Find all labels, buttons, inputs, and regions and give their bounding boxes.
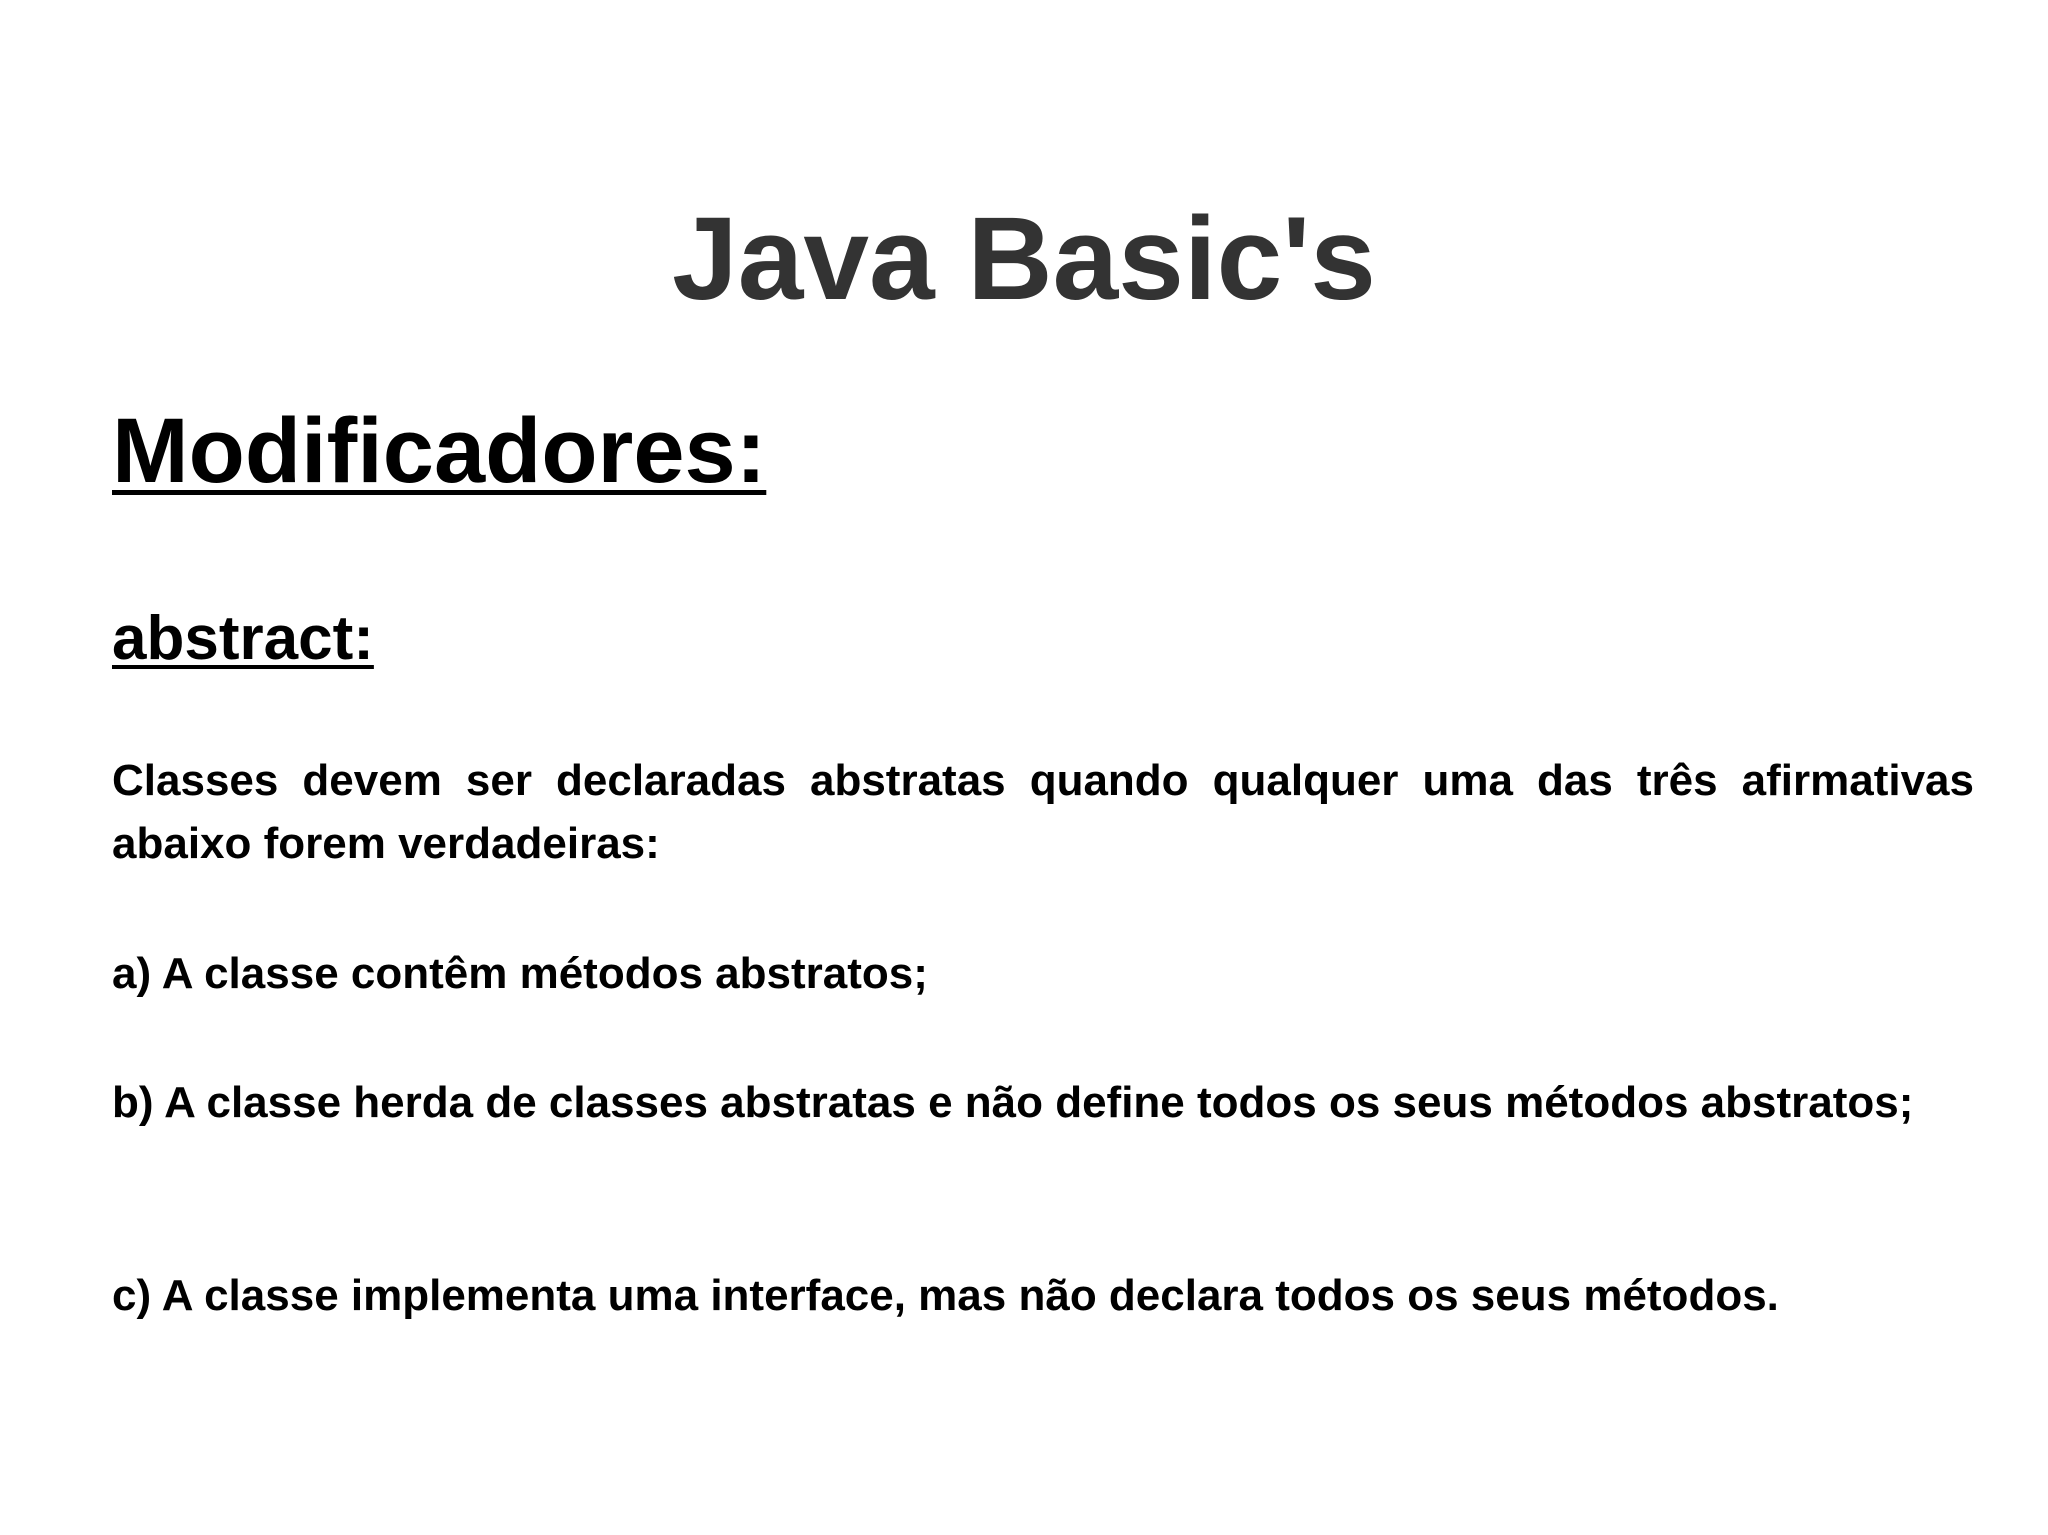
list-item-a: a) A classe contêm métodos abstratos; bbox=[112, 949, 928, 998]
intro-paragraph: Classes devem ser declaradas abstratas quando qualquer uma das três afirmativas abaixo forem verdadeiras: bbox=[112, 756, 1974, 868]
list-item-b: b) A classe herda de classes abstratas e não define todos os seus métodos abstratos; bbox=[112, 1078, 1914, 1127]
sub-heading: abstract: bbox=[112, 604, 374, 673]
list-item-c: c) A classe implementa uma interface, mas não declara todos os seus métodos. bbox=[112, 1271, 1779, 1320]
section-heading: Modificadores: bbox=[112, 400, 767, 502]
page-title: Java Basic's bbox=[672, 193, 1376, 325]
